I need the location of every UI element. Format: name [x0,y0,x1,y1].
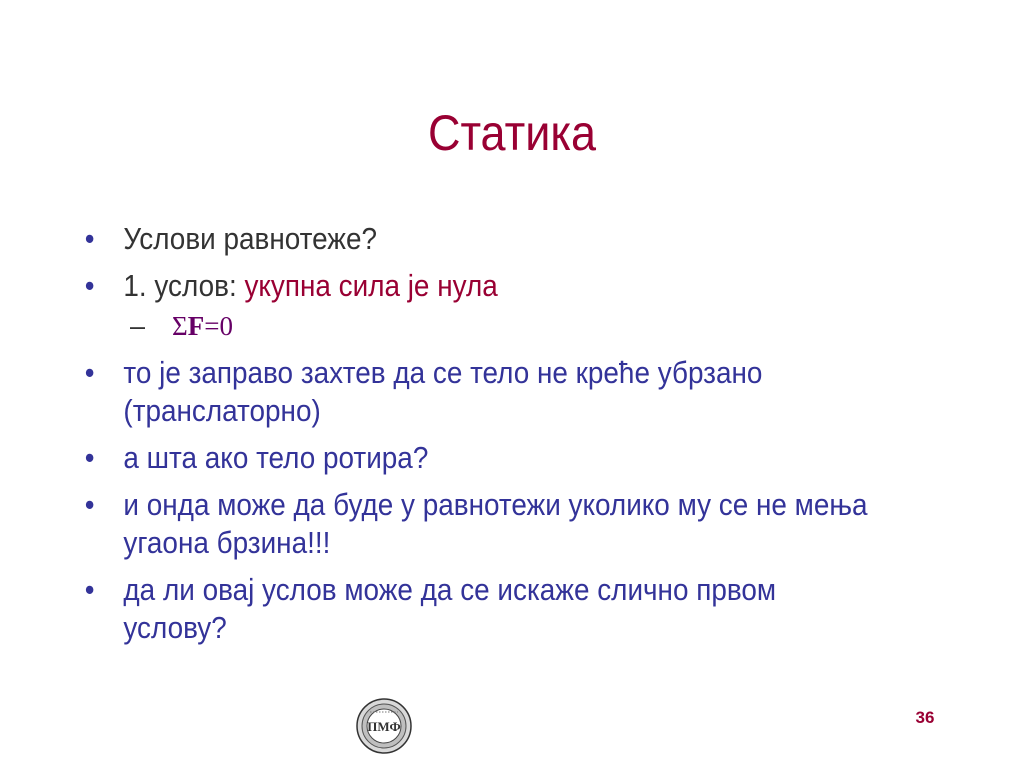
formula-rest: =0 [204,311,233,341]
bullet-dot-icon: • [84,268,95,303]
slide-title: Статика [427,105,597,161]
bullet-text: а шта ако тело ротира? [123,440,429,475]
bullet-dot-icon: • [84,440,95,475]
bullet-item [82,486,874,562]
bullet-dot-icon: • [84,221,95,256]
bullet-prefix: 1. услов: [123,268,245,303]
bullet-list [82,220,962,656]
sigma-symbol: Σ [172,311,188,341]
logo-text: ПМФ [367,719,401,734]
bullet-dot-icon: • [84,355,95,390]
university-seal-icon [356,698,412,754]
sub-bullet-formula [82,310,962,342]
bullet-text: то је заправо захтев да се тело не креће убрзано (транслаторно) [123,355,763,428]
bullet-highlight: укупна сила је нула [244,268,498,303]
bullet-text: Услови равнотеже? [123,221,378,256]
force-symbol: F [187,311,205,341]
bullet-dot-icon: • [84,572,95,607]
page-number: 36 [915,708,935,727]
bullet-item [82,571,874,647]
bullet-text: и онда може да буде у равнотежи уколико му се не мења угаона брзина!!! [123,487,868,560]
bullet-item [82,439,874,477]
bullet-item [82,267,874,305]
dash-icon: – [130,311,146,341]
bullet-text: да ли овај услов може да се искаже слично првом услову? [123,572,777,645]
bullet-dot-icon: • [84,487,95,522]
bullet-item [82,220,874,258]
bullet-item [82,354,874,430]
